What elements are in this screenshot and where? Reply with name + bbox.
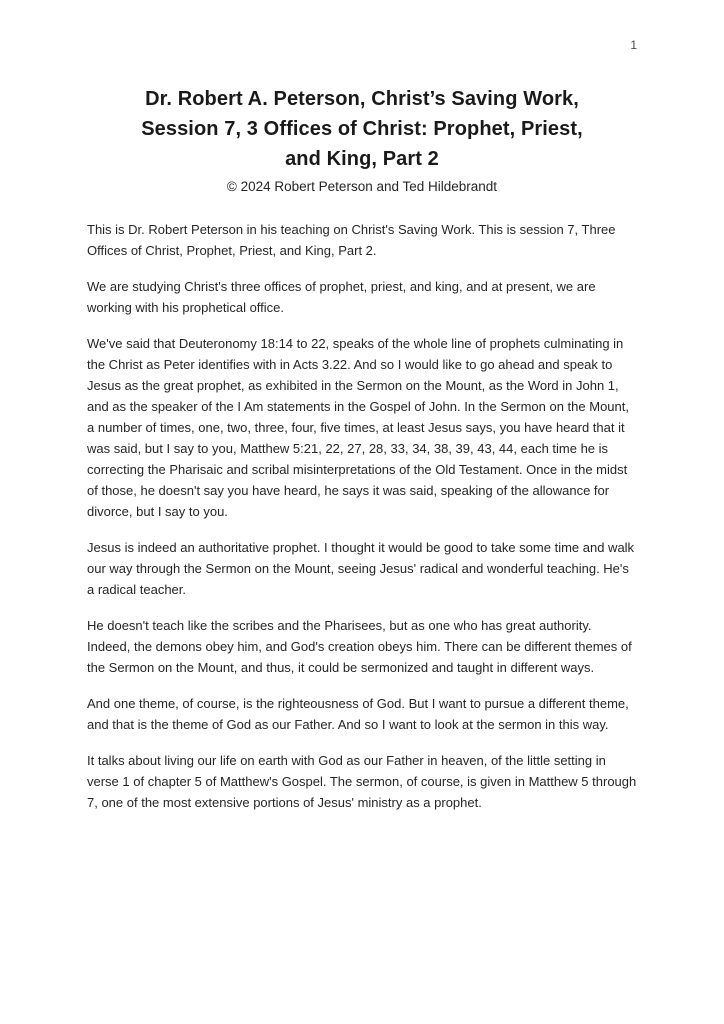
paragraph-matthew-setting: It talks about living our life on earth with God as our Father in heaven, of the little setting in verse 1 of chapter 5 of Matthew's Gospel. The sermon, of course, is given in Matthew 5 through 7, one of the most extensive portions of Jesus' ministry as a prophet. xyxy=(87,753,637,810)
paragraph-deuteronomy-sermon: We've said that Deuteronomy 18:14 to 22, speaks of the whole line of prophets culminating in the Christ as Peter identifies with in Acts 3.22. And so I would like to go ahead and speak to Jesus as the great prophet, as exhibited in the Sermon on the Mount, as the Word in John 1, and as the speaker of the I Am statements in the Gospel of John. In the Sermon on the Mount, a number of times, one, two, three, four, five times, at least Jesus says, you have heard that it was said, but I say to you, Matthew 5:21, 22, 27, 28, 33, 34, 38, 39, 43, 44, each time he is correcting the Pharisaic and scribal misinterpretations of the Old Testament. Once in the midst of those, he doesn't say you have heard, he says it was said, speaking of the allowance for divorce, but I say to you. xyxy=(87,336,629,519)
title-line-3: and King, Part 2 xyxy=(285,148,439,170)
title-line-2: Session 7, 3 Offices of Christ: Prophet, Priest, xyxy=(141,118,583,140)
document-header xyxy=(87,84,637,196)
paragraph-intro: This is Dr. Robert Peterson in his teaching on Christ's Saving Work. This is session 7, Three Offices of Christ, Prophet, Priest, and King, Part 2. xyxy=(87,222,616,258)
paragraph-three-offices: We are studying Christ's three offices of prophet, priest, and king, and at present, we are working with his prophetical office. xyxy=(87,279,596,315)
document-title xyxy=(87,84,637,174)
document-body xyxy=(87,219,637,813)
paragraph-authoritative-prophet: Jesus is indeed an authoritative prophet. I thought it would be good to take some time and walk our way through the Sermon on the Mount, seeing Jesus' radical and wonderful teaching. He's a radical teacher. xyxy=(87,540,635,597)
title-line-1: Dr. Robert A. Peterson, Christ’s Saving Work, xyxy=(145,88,579,110)
page-number: 1 xyxy=(630,38,637,52)
paragraph-theme-god-father: And one theme, of course, is the righteousness of God. But I want to pursue a different theme, and that is the theme of God as our Father. And so I want to look at the sermon in this way. xyxy=(87,696,629,732)
copyright-line: © 2024 Robert Peterson and Ted Hildebrandt xyxy=(226,179,498,194)
paragraph-teaching-authority: He doesn't teach like the scribes and the Pharisees, but as one who has great authority. Indeed, the demons obey him, and God's creation obeys him. There can be different themes of the Sermon on the Mount, and thus, it could be sermonized and taught in different ways. xyxy=(87,618,632,675)
